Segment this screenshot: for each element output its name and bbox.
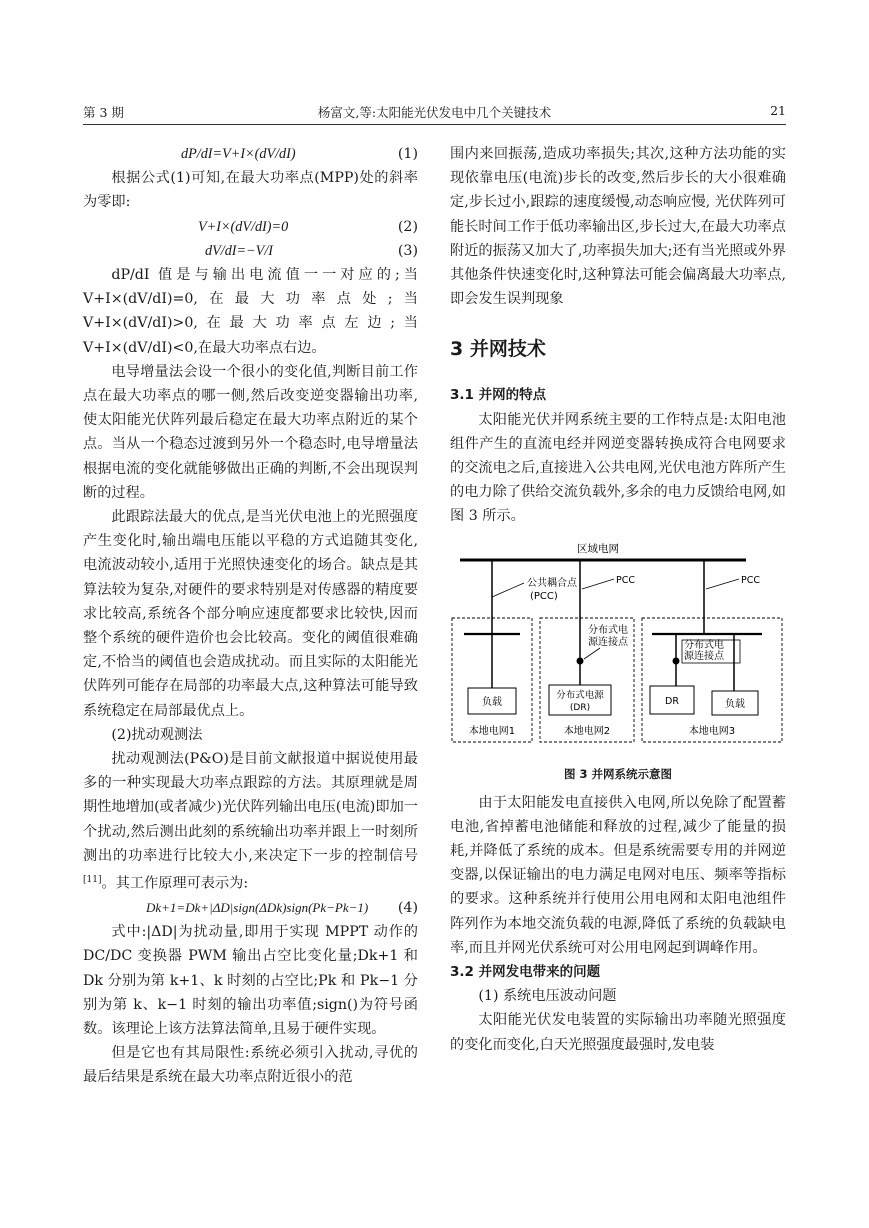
diagram-label-dr-conn-2a: 分布式电: [684, 639, 724, 651]
local-network-3-boundary: [642, 618, 782, 742]
paragraph: 太阳能光伏发电装置的实际输出功率随光照强度的变化而变化,白天光照强度最强时,发电装: [450, 1012, 786, 1053]
diagram-label-network-1: 本地电网1: [468, 725, 516, 737]
diagram-label-dr-conn-2b: 源连接点: [684, 650, 724, 662]
section-heading: 3 并网技术: [450, 338, 546, 361]
diagram-label-load-1: 负载: [482, 696, 502, 708]
subheading: (1) 系统电压波动问题: [478, 988, 617, 1005]
diagram-label-pcc-3: PCC: [741, 574, 760, 586]
figure-caption: 图 3 并网系统示意图: [563, 766, 672, 781]
left-column: [83, 142, 418, 1090]
right-column: [450, 142, 786, 1057]
subheading: (2)扰动观测法: [111, 726, 203, 743]
dr-connection-node-3: [673, 657, 680, 664]
paragraph: 式中:|ΔD|为扰动量,即用于实现 MPPT 动作的 DC/DC 变换器 PWM 输出占空比变化量;Dk+1 和 Dk 分别为第 k+1、k 时刻的占空比;Pk 和 Pk−1 分别为第 k、k−1 时刻的输出功率值;sign()为符号函数。该理论上该方法算法简单,且易于硬件实现。: [83, 924, 418, 1037]
diagram-label-dr-conn-1b: 源连接点: [588, 636, 628, 648]
citation: [11]: [83, 875, 102, 886]
equation-2: V+I×(dV/dI)=0 (2): [198, 218, 418, 235]
dr-connection-node-2: [577, 657, 584, 664]
subsection-heading: 3.1 并网的特点: [450, 387, 547, 404]
paragraph: 扰动观测法(P&O)是目前文献报道中据说使用最多的一种实现最大功率点跟踪的方法。其原理就是周期性地增加(或者减少)光伏阵列输出电压(电流)即加一个扰动,然后测出此刻的系统输出功率并跟上一时刻所测出的功率进行比较大小,来决定下一步的控制信号[11]。其工作原理可表示为:: [83, 751, 418, 892]
diagram-label-dg: 分布式电源: [556, 689, 604, 701]
diagram-svg: [450, 539, 786, 763]
equation-4: Dk+1=Dk+|ΔD|sign(ΔDk)sign(Pk−Pk−1) (4): [146, 899, 418, 916]
paragraph: 围内来回振荡,造成功率损失;其次,这种方法功能的实现依靠电压(电流)步长的改变,然后步长的大小很难确定,步长过小,跟踪的速度缓慢,动态响应慢, 光伏阵列可能长时间工作于低功率输出区,步长过大,在最大功率点附近的振荡又加大了,功率损失加大;还有当光照或外界其他条件快速变化时,这种算法可能会偏离最大功率点,即会发生误判现象: [450, 146, 786, 308]
pointer-line: [582, 579, 614, 589]
diagram-label-grid: 区域电网: [577, 542, 619, 555]
running-title: 杨富文,等:太阳能光伏发电中几个关键技术: [317, 105, 552, 120]
equation-3: dV/dI=−V/I (3): [205, 242, 418, 259]
pointer-line: [706, 579, 739, 589]
equation-1: dP/dI=V+I×(dV/dI) (1): [181, 146, 418, 162]
diagram-label-pcc: 公共耦合点: [527, 577, 577, 589]
diagram-label-dr: DR: [665, 695, 679, 707]
diagram-label-dg-abbr: (DR): [569, 702, 591, 713]
paragraph: 电导增量法会设一个很小的变化值,判断目前工作点在最大功率点的哪一侧,然后改变逆变器输出功率,使太阳能光伏阵列最后稳定在最大功率点附近的某个点。当从一个稳态过渡到另外一个稳态时,电导增量法根据电流的变化就能够做出正确的判断,不会出现误判断的过程。: [83, 363, 418, 501]
diagram-label-network-2: 本地电网2: [563, 725, 611, 737]
diagram-label-pcc-abbr: (PCC): [530, 590, 558, 602]
pointer-line: [584, 648, 600, 659]
paragraph: 太阳能光伏并网系统主要的工作特点是:太阳电池组件产生的直流电经并网逆变器转换成符合电网要求的交流电之后,直接进入公共电网,光伏电池方阵所产生的电力除了供给交流负载外,多余的电力反馈给电网,如图 3 所示。: [450, 411, 786, 525]
diagram-label-pcc-2: PCC: [616, 574, 635, 586]
paragraph: 此跟踪法最大的优点,是当光伏电池上的光照强度产生变化时,输出端电压能以平稳的方式追随其变化,电流波动较小,适用于光照快速变化的场合。缺点是其算法较为复杂,对硬件的要求特别是对传感器的精度要求比较高,系统各个部分响应速度都要求比较快,因而整个系统的硬件造价也会比较高。变化的阈值很难确定,不恰当的阈值也会造成扰动。而且实际的太阳能光伏阵列可能存在局部的功率最大点,这种算法可能导致系统稳定在局部最优点上。: [83, 509, 418, 719]
paragraph: 但是它也有其局限性:系统必须引入扰动,寻优的最后结果是系统在最大功率点附近很小的范: [83, 1045, 418, 1086]
paragraph: 由于太阳能发电直接供入电网,所以免除了配置蓄电池,省掉蓄电池储能和释放的过程,减少了能量的损耗,并降低了系统的成本。但是系统需要专用的并网逆变器,以保证输出的电力满足电网对电压、频率等指标的要求。这种系统并行使用公用电网和太阳电池组件阵列作为本地交流负载的电源,降低了系统的负载缺电率,而且并网光伏系统可对公用电网起到调峰作用。: [450, 794, 786, 956]
diagram-label-network-3: 本地电网3: [688, 725, 736, 737]
pointer-line: [492, 583, 524, 597]
diagram-label-load-3: 负载: [725, 698, 745, 710]
diagram-label-dr-conn-1a: 分布式电: [588, 624, 628, 636]
page-number: 21: [770, 103, 786, 118]
paragraph: 根据公式(1)可知,在最大功率点(MPP)处的斜率为零即:: [83, 170, 418, 211]
header-rule: [83, 124, 786, 125]
header-issue: 第 3 期: [83, 105, 124, 120]
paragraph: dP/dI 值是与输出电流值一一对应的;当 V+I×(dV/dI)=0,在最大功率点处;当 V+I×(dV/dI)>0,在最大功率点左边;当 V+I×(dV/dI)<0,在最大功率点右边。: [83, 266, 418, 356]
grid-system-diagram: [450, 539, 786, 763]
subsection-heading: 3.2 并网发电带来的问题: [450, 964, 601, 981]
